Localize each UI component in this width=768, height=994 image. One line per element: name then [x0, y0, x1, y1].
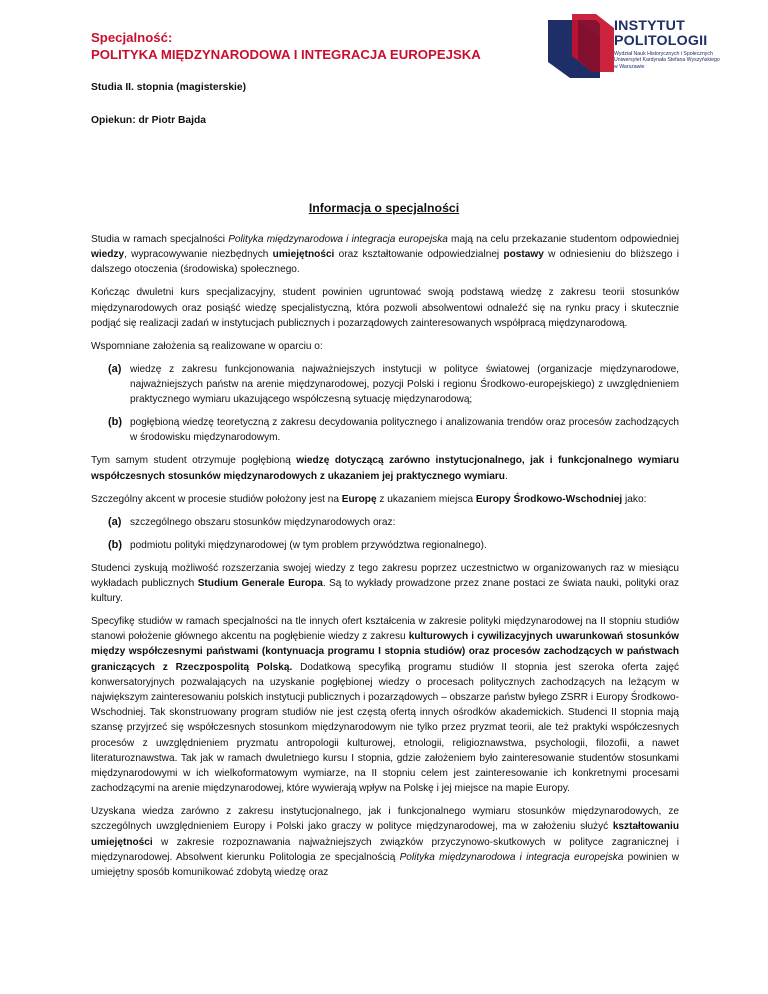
list-item-text: wiedzę z zakresu funkcjonowania najważniejszych instytucji w polityce światowej (organizacje międzynarodowe, najważniejszych państw na arenie międzynarodowej, pozycji Polski i regionu Środkowo-europejskiego) z uwzględnieniem praktycznego wymiaru ukazującego współczesną sytuację międzynarodową;	[130, 363, 679, 406]
institute-emblem-icon	[548, 14, 614, 78]
paragraph-8	[91, 804, 679, 880]
text-run: Szczególny akcent w procesie studiów położony jest na	[91, 493, 342, 505]
logo-subtitle-3: w Warszawie	[614, 63, 645, 70]
text-run-bold: Europy Środkowo-Wschodniej	[475, 493, 623, 505]
list-item	[91, 362, 679, 408]
text-run: w zakresie rozpoznawania najważniejszych związków przyczynowo-skutkowych w polityce zagranicznej i międzynarodowej. Absolwent kierunku Politologia ze specjalnością	[91, 836, 679, 863]
text-run: . Są to wykłady prowadzone przez znane postaci ze świata nauki, polityki oraz kultury.	[91, 577, 679, 605]
paragraph-4	[91, 453, 679, 483]
paragraph-5	[91, 492, 679, 507]
list-item-text: podmiotu polityki międzynarodowej (w tym problem przywództwa regionalnego).	[130, 539, 487, 551]
text-run: powinien w umiejętny sposób komunikować zdobytą wiedzę oraz	[91, 851, 679, 879]
text-run-bold: kształtowaniu umiejętności	[91, 821, 679, 848]
text-run: .	[504, 470, 508, 482]
list-item-text: szczególnego obszaru stosunków międzynarodowych oraz:	[130, 516, 396, 528]
document-header	[91, 29, 481, 63]
logo-subtitle-1: Wydział Nauk Historycznych i Społecznych	[614, 51, 713, 57]
text-run: oraz kształtowanie odpowiedzialnej	[334, 249, 504, 261]
institute-logo-text	[614, 19, 736, 70]
text-run-italic: Polityka międzynarodowa i integracja europejska	[228, 234, 448, 245]
degree-level: Studia II. stopnia (magisterskie)	[91, 82, 247, 93]
text-run: Studenci zyskują możliwość rozszerzania swojej wiedzy z tego zakresu poprzez uczestnictwo w organizowanych raz w miesiącu wykładach publicznych	[91, 562, 679, 589]
text-run-bold: wiedzy	[91, 249, 125, 261]
text-run: Uzyskana wiedza zarówno z zakresu instytucjonalnego, jak i funkcjonalnego wymiaru stosunków międzynarodowych, ze szczególnych uwzględnieniem Europy i Polski jako graczy w polityce międzynarodowej, ma w założeniu służyć	[91, 806, 679, 833]
paragraph-2: Kończąc dwuletni kurs specjalizacyjny, student powinien ugruntować swoją podstawą wiedzę z zakresu teorii stosunków międzynarodowych oraz posiąść wiedzę specjalistyczną, która pozwoli absolwentowi odnaleźć się na rynku pracy i skutecznie podjąć się realizacji zadań w instytucjach publicznych i pozarządowych zainteresowanych współpracą międzynarodową.	[91, 287, 679, 329]
paragraph-1	[91, 232, 679, 278]
text-run-bold: wiedzę dotyczącą zarówno instytucjonalnego, jak i funkcjonalnego wymiaru współczesnych stosunków międzynarodowych z ukazaniem jej praktycznego wymiaru	[91, 455, 679, 482]
list-item-label: (a)	[108, 362, 122, 375]
paragraph-7	[91, 614, 679, 796]
text-run: z ukazaniem miejsca	[376, 493, 476, 505]
supervisor: Opiekun: dr Piotr Bajda	[91, 115, 206, 126]
text-run-italic: Polityka międzynarodowa i integracja europejska	[399, 851, 624, 863]
logo-line-2: POLITOLOGII	[614, 32, 708, 49]
paragraph-3: Wspomniane założenia są realizowane w oparciu o:	[91, 340, 323, 352]
specialization-label: Specjalność:	[91, 30, 173, 45]
specialization-name: POLITYKA MIĘDZYNARODOWA I INTEGRACJA EUROPEJSKA	[91, 47, 481, 62]
text-run: jako:	[622, 493, 647, 505]
text-run-bold: kulturowych i cywilizacyjnych uwarunkowań stosunków między współczesnymi państwami (kontynuacja programu I stopnia studiów) oraz procesów zachodzących w państwach graniczących z Rzeczpospolitą Polską.	[91, 631, 679, 673]
document-body	[91, 232, 679, 888]
logo-line-1: INSTYTUT	[614, 18, 685, 34]
list-item	[91, 538, 679, 553]
text-run-bold: Studium Generale Europa	[197, 577, 323, 589]
list-item-label: (a)	[108, 515, 122, 528]
text-run: Tym samym student otrzymuje pogłębioną	[91, 455, 297, 467]
text-run: Specyfikę studiów w ramach specjalności na tle innych ofert kształcenia w zakresie polityki międzynarodowej na II stopniu studiów stanowi położenie głównego akcentu na pogłębienie wiedzy z zakresu	[91, 616, 679, 643]
logo-subtitle-2: Uniwersytet Kardynała Stefana Wyszyńskiego	[614, 57, 720, 64]
text-run: Studia w ramach specjalności	[91, 234, 229, 245]
list-item	[91, 515, 679, 530]
text-run: mają na celu przekazanie studentom odpowiedniej	[447, 234, 679, 245]
institute-logo	[548, 14, 734, 78]
list-item	[91, 415, 679, 445]
text-run: Dodatkową specyfiką programu studiów II stopnia jest szeroka oferta zajęć konwersatoryjnych pozwalających na uzyskanie pogłębionej wiedzy o procesach politycznych zachodzących na leżącym w największym zainteresowaniu polskich instytucji publicznych i pozarządowych – obszarze państw byłego ZSRR i Europy Środkowo-Wschodniej. Tak skonstruowany program studiów nie jest częstą ofertą innych ośrodków akademickich. Studenci II stopnia mają szansę przyjrzeć się współczesnych stosunkom międzynarodowym nie tylko przez pryzmat teorii, ale też praktyki współczesnych procesów z uwzględnieniem pryzmatu antropologii kulturowej, etnologii, religioznawstwa, psychologii, filozofii, a nawet literaturoznawstwa. Tak jak w ramach dwuletniego kursu I stopnia, gdzie założeniem było zainteresowanie studentów stosunkami międzynarodowymi w ich wielkoformatowym wymiarze, na II stopniu celem jest zainteresowanie ich konkretnymi procesami zachodzącymi na arenie międzynarodowej, które wywierają wpływ na Polskę i jej miejsce na mapie Europy.	[91, 661, 679, 795]
text-run-bold: Europę	[341, 493, 377, 505]
text-run: w odniesieniu do bliższego i dalszego otoczenia (środowiska) społecznego.	[91, 249, 679, 276]
list-item-text: pogłębioną wiedzę teoretyczną z zakresu decydowania politycznego i analizowania trendów oraz procesów zachodzących w środowisku międzynarodowym.	[130, 417, 679, 444]
list-item-label: (b)	[108, 416, 123, 429]
section-title: Informacja o specjalności	[308, 201, 460, 215]
list-item-label: (b)	[108, 538, 123, 551]
paragraph-6	[91, 561, 679, 607]
text-run: , wypracowywanie niezbędnych	[124, 249, 273, 261]
text-run-bold: umiejętności	[272, 249, 335, 261]
text-run-bold: postawy	[503, 249, 544, 261]
